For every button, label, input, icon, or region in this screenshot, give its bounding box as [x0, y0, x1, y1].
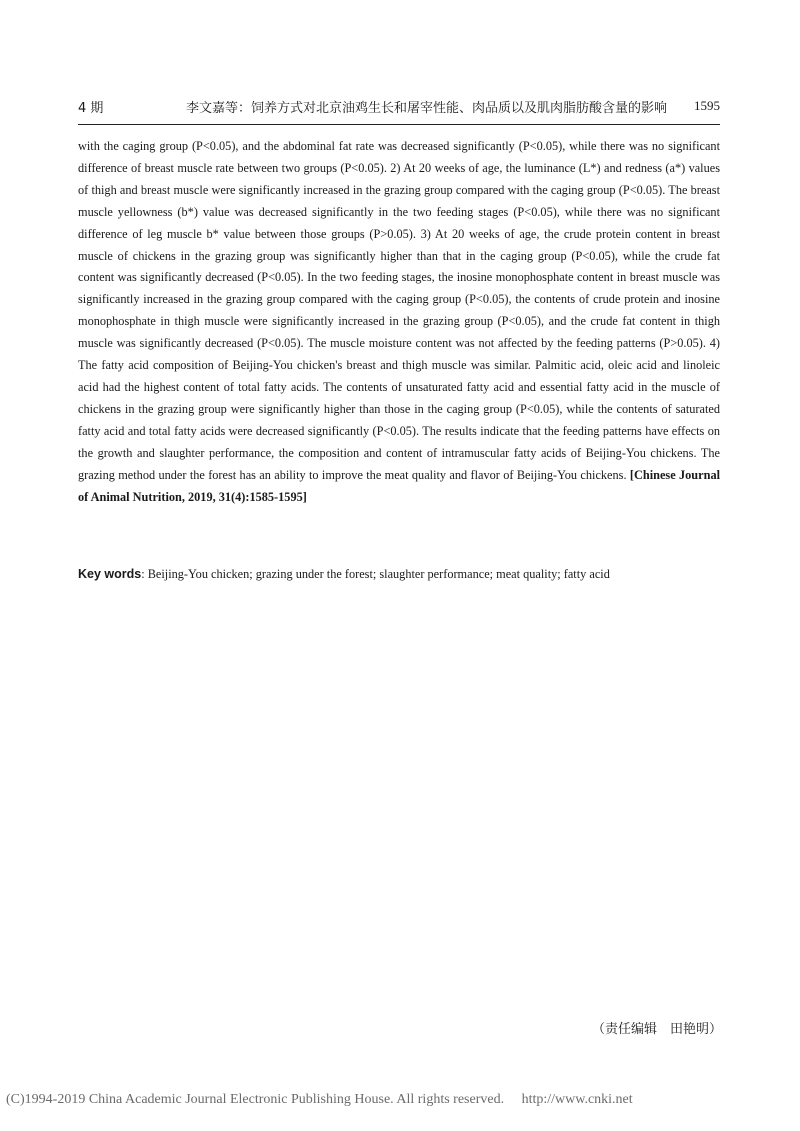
keywords-text: Beijing-You chicken; grazing under the forest; slaughter performance; meat quality; fatty acid: [147, 567, 610, 581]
responsible-editor: （责任编辑 田艳明）: [592, 1022, 723, 1037]
issue-number: 4 期: [78, 101, 104, 116]
running-header: [78, 97, 720, 117]
header-rule: [78, 124, 720, 125]
site-url: http://www.cnki.net: [521, 1092, 633, 1107]
copyright-notice: (C)1994-2019 China Academic Journal Electronic Publishing House. All rights reserved.: [6, 1092, 505, 1107]
citation: [Chinese Journal of Animal Nutrition, 2019, 31(4):1585-1595]: [78, 467, 721, 504]
keywords-separator: :: [141, 567, 148, 581]
keywords-label: Key words: [78, 567, 142, 581]
page-number: 1595: [694, 98, 720, 113]
page-footer: [6, 1092, 633, 1108]
keywords: [78, 564, 720, 584]
abstract-text: with the caging group (P<0.05), and the abdominal fat rate was decreased significantly (P<0.05), while there was no significant difference of breast muscle rate between two groups (P<0.05). 2) At 20 weeks of age, the luminance (L*) and redness (a*) values of thigh and breast muscle were significantly increased in the grazing group compared with the caging group (P<0.05). The breast muscle yellowness (b*) value was decreased significantly in the two feeding stages (P<0.05), while there was no significant difference of leg muscle b* value between those groups (P>0.05). 3) At 20 weeks of age, the crude protein content in breast muscle of chickens in the grazing group was significantly higher than that in the caging group (P<0.05), while the crude fat content was significantly decreased (P<0.05). In the two feeding stages, the inosine monophosphate content in breast muscle was significantly increased in the grazing group compared with the caging group (P<0.05), the contents of crude protein and inosine monophosphate in thigh muscle were significantly increased in the grazing group (P<0.05), and the crude fat content in thigh muscle was significantly decreased (P<0.05). The muscle moisture content was not affected by the feeding patterns (P>0.05). 4) The fatty acid composition of Beijing-You chicken's breast and thigh muscle was similar. Palmitic acid, oleic acid and linoleic acid had the highest content of total fatty acids. The contents of unsaturated fatty acid and essential fatty acid in the muscle of chickens in the grazing group were significantly higher than those in the caging group (P<0.05), while the contents of saturated fatty acid and total fatty acids were decreased significantly (P<0.05). The results indicate that the feeding patterns have effects on the growth and slaughter performance, the composition and content of intramuscular fatty acids of Beijing-You chickens. The grazing method under the forest has an ability to improve the meat quality and flavor of Beijing-You chickens.: [78, 139, 720, 482]
running-title: 李文嘉等：饲养方式对北京油鸡生长和屠宰性能、肉品质以及肌肉脂肪酸含量的影响: [186, 101, 668, 116]
abstract-body: [78, 136, 720, 508]
